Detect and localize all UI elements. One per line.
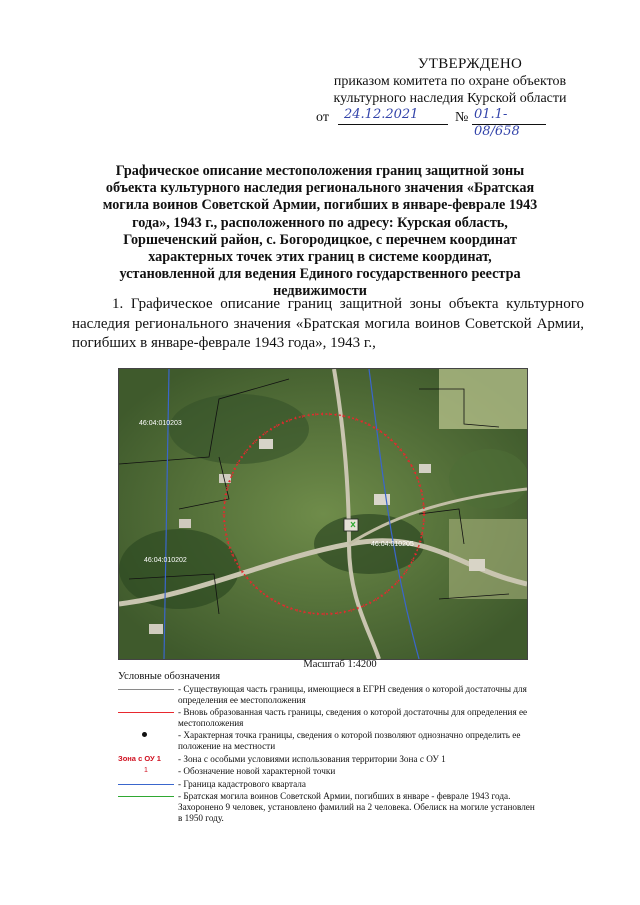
legend-item	[118, 754, 538, 765]
black-dot-symbol	[118, 730, 174, 740]
building	[149, 624, 163, 634]
map-canvas	[119, 369, 527, 659]
point-number-tag: 1	[144, 767, 148, 775]
legend-text: - Вновь образованная часть границы, сведения о которой достаточны для определения ее местоположения	[178, 707, 528, 728]
number-label: №	[455, 110, 469, 125]
legend-title: Условные обозначения	[118, 671, 221, 682]
building	[259, 439, 273, 449]
handwritten-number: 01.1-08/658	[474, 107, 520, 139]
gray-line-symbol	[118, 684, 174, 694]
legend-item	[118, 779, 538, 790]
date-label: от	[316, 110, 329, 125]
building	[469, 559, 485, 571]
legend-text: - Братская могила воинов Советской Армии, погибших в январе - феврале 1943 года. Захоронено 9 человек, установлено фамилий на 2 человека. Обелиск на могиле установлен в 1950 году.	[178, 791, 535, 823]
map-scale: Масштаб 1:4200	[303, 659, 377, 670]
legend-item	[118, 707, 538, 728]
parcel-label: 46:04:010202	[144, 557, 187, 564]
document-heading: Графическое описание местоположения границ защитной зоны объекта культурного наследия регионального значения «Братская могила воинов Советской Армии, погибших в январе-феврале 1943 года», 1943 г., расположенного по адресу: Курская область, Горшеченский район, с. Богородицкое, с перечнем координат характерных точек этих границ в системе координат, установленной для ведения Единого государственного реестра недвижимости	[102, 163, 538, 300]
green-line-symbol	[118, 791, 174, 801]
legend-item	[118, 791, 538, 823]
tree-cluster	[169, 394, 309, 464]
legend-item	[118, 766, 538, 777]
point-number-symbol	[118, 766, 174, 776]
parcel-label: 46:04:010203	[139, 420, 182, 427]
building	[179, 519, 191, 528]
legend-item	[118, 730, 538, 751]
building	[374, 494, 390, 505]
approval-signature-line	[316, 107, 596, 139]
handwritten-date: 24.12.2021	[344, 107, 419, 122]
zone-tag: Зона с ОУ 1	[118, 753, 161, 763]
legend-text: - Существующая часть границы, имеющиеся в ЕГРН сведения о которой достаточны для определения ее местоположения	[178, 684, 527, 705]
approval-line-1: приказом комитета по охране объектов	[333, 74, 567, 89]
approval-block	[300, 56, 600, 139]
legend-text: - Обозначение новой характерной точки	[178, 766, 336, 777]
date-field	[338, 108, 448, 125]
legend-item	[118, 684, 538, 705]
parcel-label: 46:04:010205	[371, 541, 414, 548]
zone-symbol	[118, 754, 174, 764]
blue-line-symbol	[118, 779, 174, 789]
approval-title: УТВЕРЖДЕНО	[417, 56, 523, 72]
approval-line-2: культурного наследия Курской области	[333, 91, 567, 106]
red-line-symbol	[118, 707, 174, 717]
satellite-map	[118, 368, 528, 660]
building	[419, 464, 431, 473]
legend	[118, 684, 538, 825]
tree-cluster	[119, 529, 239, 609]
legend-text: - Характерная точка границы, сведения о которой позволяют однозначно определить ее положение на местности	[178, 730, 521, 751]
field-area	[439, 369, 527, 429]
legend-text: - Граница кадастрового квартала	[178, 778, 306, 789]
section-paragraph: 1. Графическое описание границ защитной зоны объекта культурного наследия регионального значения «Братская могила воинов Советской Армии, погибших в январе-феврале 1943 года», 1943 г.,	[72, 296, 584, 351]
legend-text: - Зона с особыми условиями использования территории Зона с ОУ 1	[178, 753, 446, 764]
obelisk-plot	[344, 519, 358, 531]
number-field	[472, 107, 546, 139]
